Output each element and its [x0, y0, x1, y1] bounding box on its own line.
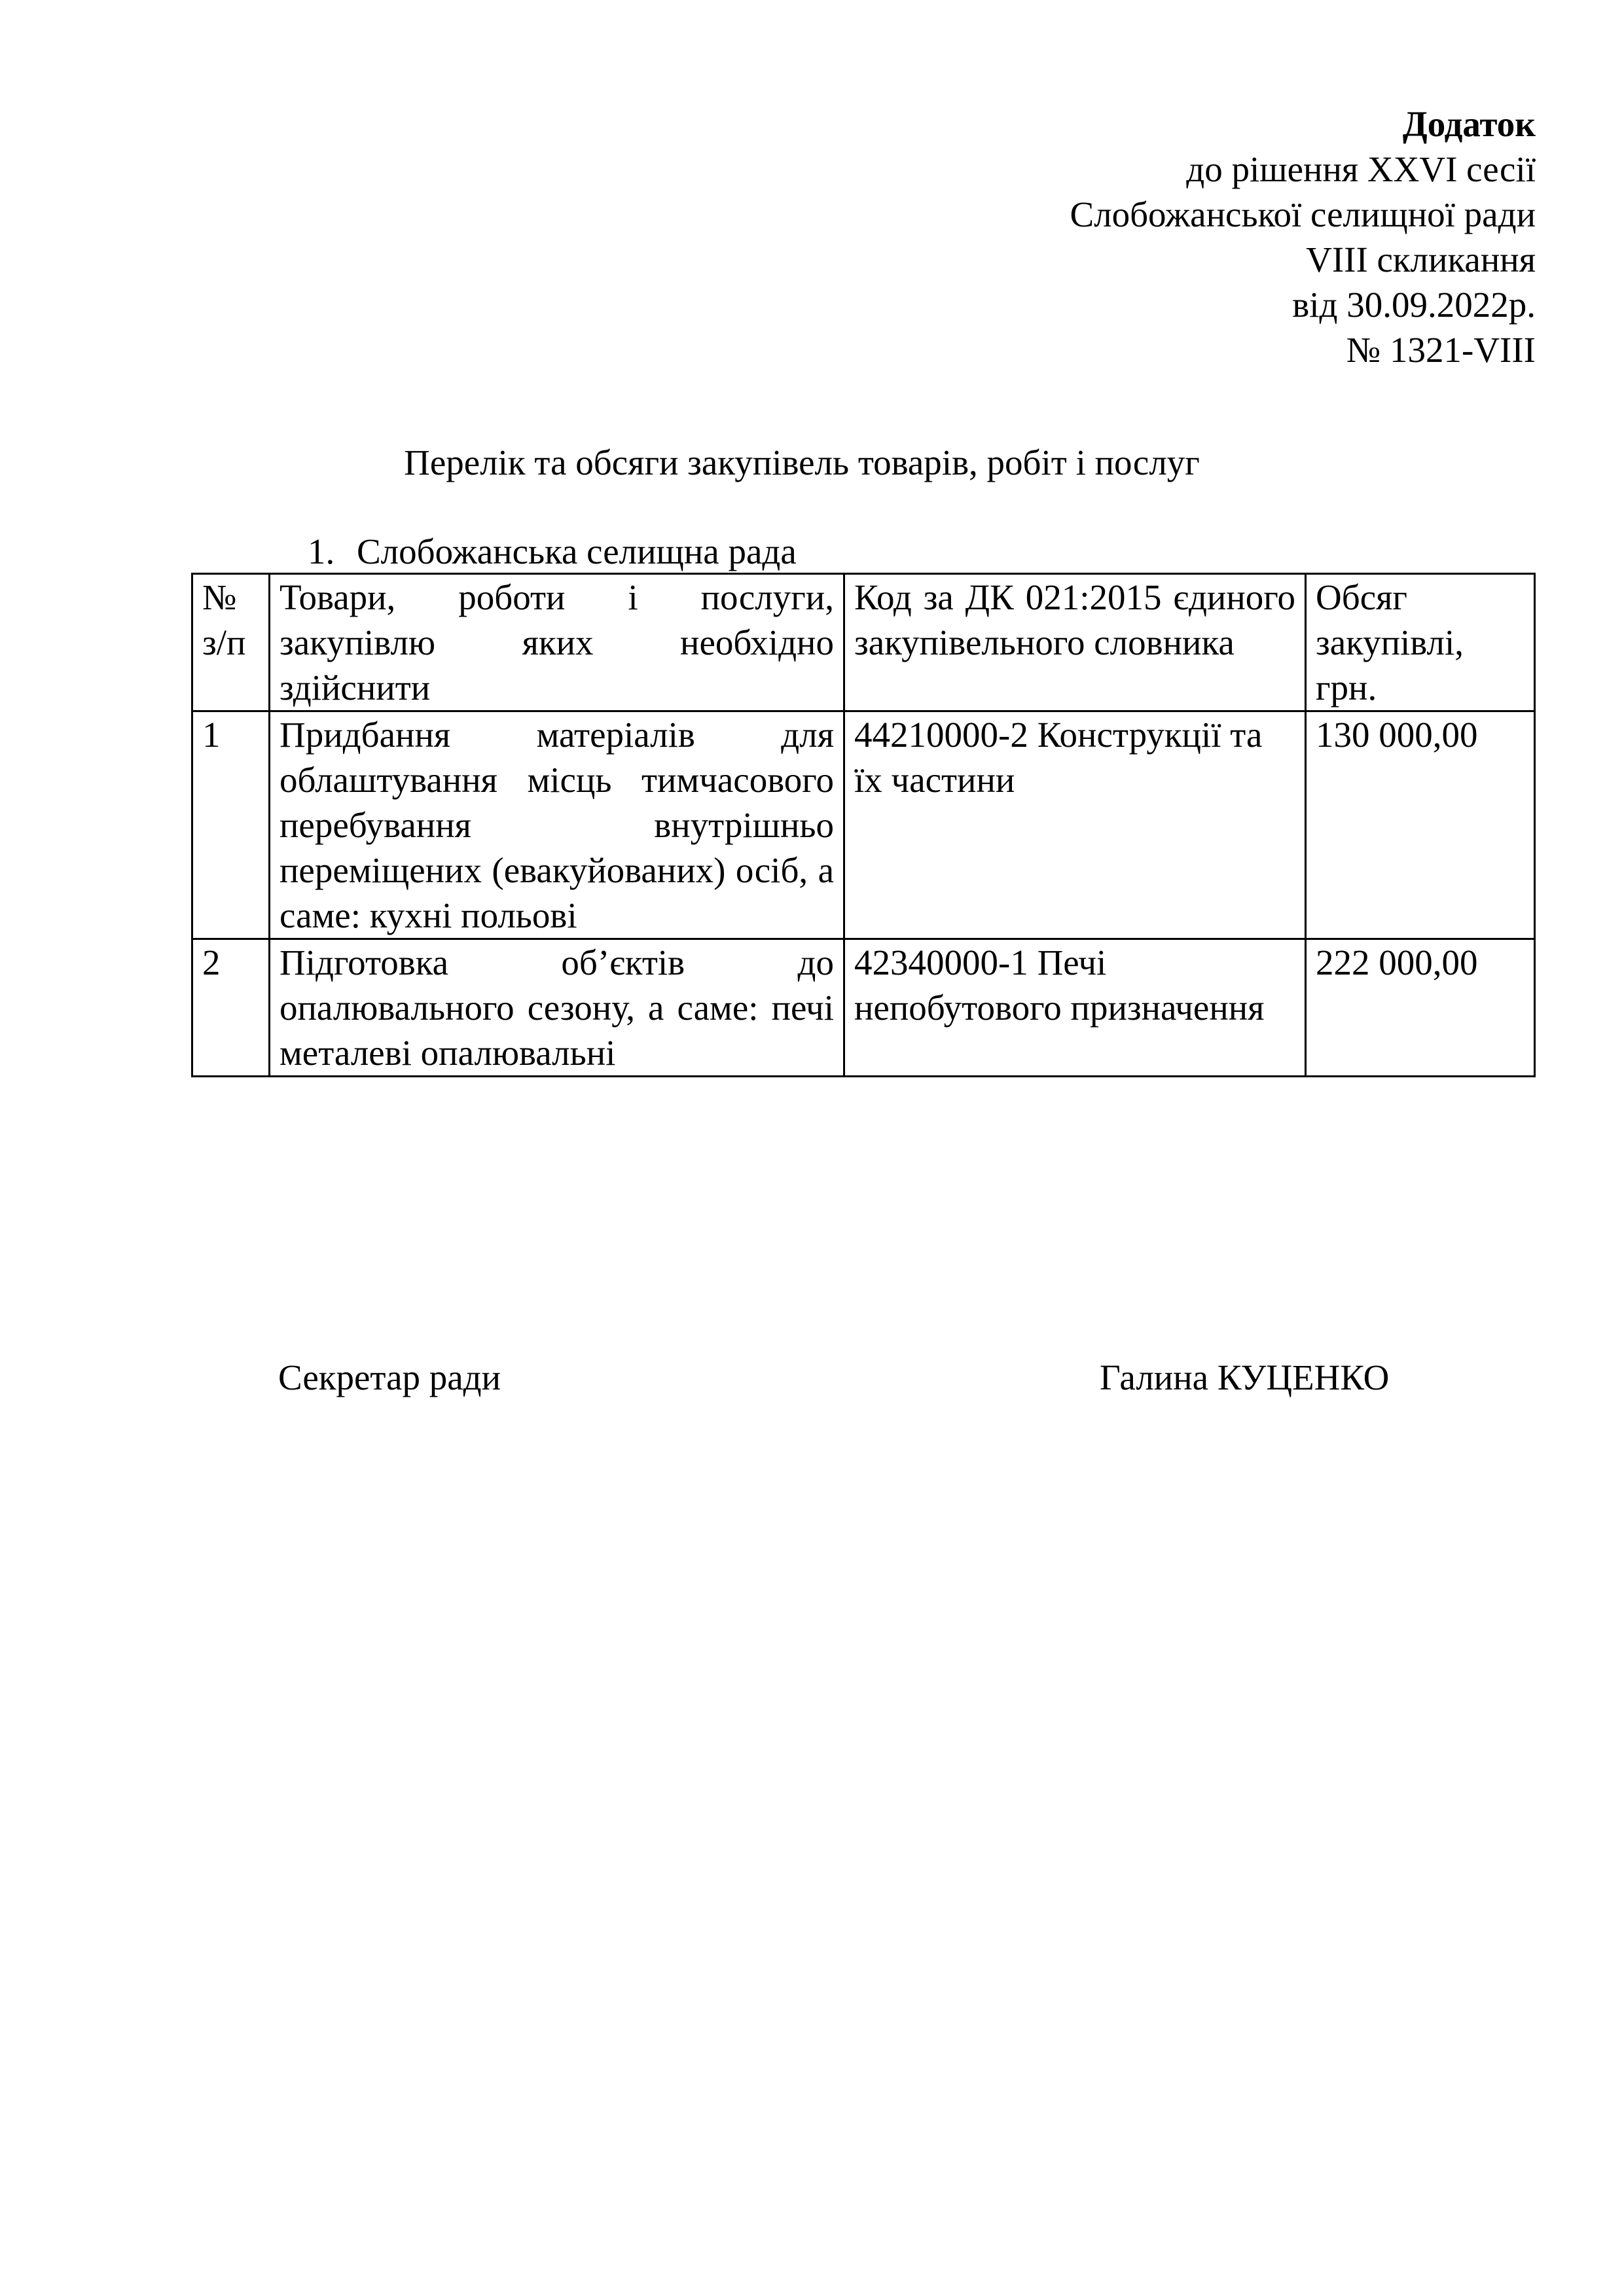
- decision-date: від 30.09.2022р.: [1292, 285, 1536, 325]
- header-goods: Товари, роботи і послуги, закупівлю яких необхідно здійснити: [270, 574, 844, 711]
- appendix-title: Додаток: [1402, 104, 1536, 144]
- header-num: № з/п: [192, 574, 270, 711]
- signatory-name: Галина КУЦЕНКО: [1100, 1357, 1390, 1397]
- row-code: 44210000-2 Конструкції та їх частини: [844, 711, 1306, 939]
- row-num: 2: [192, 939, 270, 1077]
- signatory-position: Секретар ради: [278, 1357, 501, 1397]
- row-goods: Підготовка об’єктів до опалювального сезону, а саме: печі металеві опалювальні: [270, 939, 844, 1077]
- table-row: [192, 711, 1535, 939]
- row-amount: 130 000,00: [1306, 711, 1535, 939]
- section-name: Слобожанська селищна рада: [357, 531, 797, 571]
- row-goods: Придбання матеріалів для облаштування місць тимчасового перебування внутрішньо переміщених (евакуйованих) осіб, а саме: кухні польові: [270, 711, 844, 939]
- appendix-header: [881, 101, 1536, 372]
- table-header-row: [192, 574, 1535, 711]
- council-line: Слобожанської селищної ради: [1070, 194, 1536, 234]
- header-code: Код за ДК 021:2015 єдиного закупівельного словника: [844, 574, 1306, 711]
- procurement-table: [191, 573, 1536, 1077]
- section-heading: [308, 529, 797, 574]
- row-num: 1: [192, 711, 270, 939]
- row-amount: 222 000,00: [1306, 939, 1535, 1077]
- row-code: 42340000-1 Печі непобутового призначення: [844, 939, 1306, 1077]
- decision-number: № 1321-VIII: [1346, 330, 1536, 370]
- decision-line: до рішення XXVI сесії: [1186, 149, 1536, 189]
- header-amount: Обсяг закупівлі, грн.: [1306, 574, 1535, 711]
- convocation-line: VIII скликання: [1306, 240, 1536, 279]
- section-number: 1.: [308, 531, 335, 571]
- document-title: Перелік та обсяги закупівель товарів, робіт і послуг: [404, 442, 1200, 482]
- table-row: [192, 939, 1535, 1077]
